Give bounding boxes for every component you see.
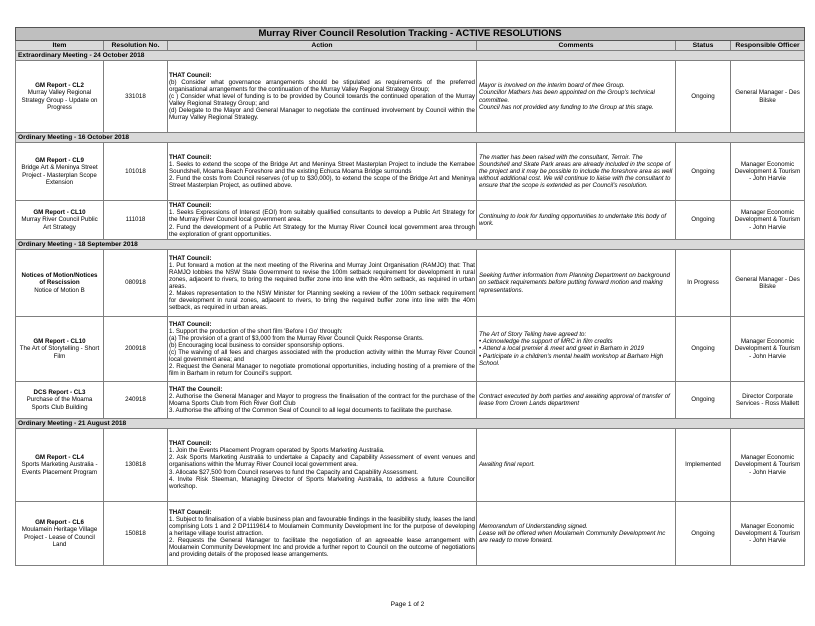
comment-line: The Art of Story Telling have agreed to: — [479, 331, 587, 339]
status-cell: Implemented — [676, 429, 731, 502]
officer-cell: Manager Economic Development & Tourism - John Harvie — [731, 201, 805, 240]
resolution-number: 101018 — [104, 143, 168, 201]
resolution-table — [15, 27, 805, 566]
resolution-row — [16, 317, 805, 382]
action-cell — [168, 61, 477, 133]
resolution-row — [16, 502, 805, 566]
officer-cell: Manager Economic Development & Tourism - John Harvie — [731, 502, 805, 566]
meeting-title: Extraordinary Meeting - 24 October 2018 — [16, 51, 805, 61]
action-cell — [168, 201, 477, 240]
action-line: 3. Authorise the affixing of the Common Seal of Council to all legal documents to facilitate the purchase. — [169, 407, 453, 415]
item-code: GM Report - CL10 — [33, 209, 86, 217]
item-cell — [16, 502, 104, 566]
comment-line: • Attend a local premier & meet and greet in Barham in 2019 — [479, 345, 644, 353]
page-footer: Page 1 of 2 — [390, 601, 425, 608]
resolution-number: 111018 — [104, 201, 168, 240]
action-line: 4. Invite Risk Steeman, Managing Director of Sports Marketing Australia, to address a future Councillor workshop. — [169, 475, 475, 490]
meeting-header-row — [16, 419, 805, 429]
item-description: Murray Valley Regional Strategy Group - Update on Progress — [21, 89, 98, 111]
resolution-row — [16, 143, 805, 201]
item-cell — [16, 61, 104, 133]
item-cell — [16, 429, 104, 502]
item-description: Purchase of the Moama Sports Club Building — [26, 396, 93, 411]
officer-cell: General Manager - Des Bilske — [731, 61, 805, 133]
action-line: 2. Ask Sports Marketing Australia to undertake a Capacity and Capability Assessment of event venues and organisations within the Murray River Council local government area. — [169, 454, 475, 469]
comment-line: Councillor Mathers has been appointed on the Group's technical committee. — [479, 89, 655, 104]
action-intro: THAT Council: — [169, 202, 212, 210]
comment-line: Seeking further information from Planning Department on background on setback requirements before putting forward motion and making representations. — [479, 272, 670, 294]
column-header-officer: Responsible Officer — [731, 41, 805, 51]
comment-line: Council has not provided any funding to the Group at this stage. — [479, 103, 654, 111]
comment-line: • Participate in a children's mental health workshop at Barham High School. — [479, 352, 664, 367]
action-line: (c) The waiving of all fees and charges associated with the production activity within the Murray River Council local government area; and — [169, 349, 475, 364]
item-description: Bridge Art & Meninya Street Project - Masterplan Scope Extension — [21, 164, 98, 186]
status-cell: Ongoing — [676, 317, 731, 382]
item-description: Notice of Motion B — [34, 286, 85, 294]
status-cell: Ongoing — [676, 502, 731, 566]
action-line: 2. Authorise the General Manager and Mayor to progress the finalisation of the contract for the purchase of the Moama Sports Club from Rich River Golf Club — [169, 392, 475, 407]
resolution-row — [16, 429, 805, 502]
action-line: 2. Fund the development of a Public Art Strategy for the Murray River Council local government area through the exploration of grant opportunities. — [169, 223, 475, 238]
item-description: Murray River Council Public Art Strategy — [21, 216, 98, 231]
sheet-title: Murray River Council Resolution Tracking - ACTIVE RESOLUTIONS — [16, 28, 805, 41]
action-line: (b) Encouraging local business to consider sponsorship options. — [169, 341, 345, 349]
action-line: (b) Consider what governance arrangements should be stipulated as requirements of the preferred organisational arrangements for the continuation of the Murray Valley Regional Strategy Group; — [169, 78, 475, 93]
meeting-header-row — [16, 240, 805, 250]
comment-line: Contract executed by both parties and awaiting approval of transfer of lease from Crown Lands department — [479, 392, 670, 407]
item-code: DCS Report - CL3 — [33, 389, 86, 397]
resolution-row — [16, 61, 805, 133]
action-intro: THAT Council: — [169, 440, 212, 448]
item-cell — [16, 143, 104, 201]
action-intro: THAT Council: — [169, 254, 212, 262]
action-intro: THAT Council: — [169, 320, 212, 328]
action-cell — [168, 382, 477, 419]
meeting-title: Ordinary Meeting - 21 August 2018 — [16, 419, 805, 429]
item-code: Notices of Motion/Notices of Rescission — [21, 272, 98, 287]
action-cell — [168, 317, 477, 382]
column-header-resolution: Resolution No. — [104, 41, 168, 51]
action-intro: THAT Council: — [169, 153, 212, 161]
comments-cell — [477, 382, 676, 419]
column-header-action: Action — [168, 41, 477, 51]
meeting-header-row — [16, 51, 805, 61]
resolution-number: 150818 — [104, 502, 168, 566]
item-code: GM Report - CL9 — [35, 157, 84, 165]
status-cell: Ongoing — [676, 143, 731, 201]
resolution-number: 200918 — [104, 317, 168, 382]
officer-cell: Manager Economic Development & Tourism - John Harvie — [731, 429, 805, 502]
action-intro: THAT Council: — [169, 508, 212, 516]
resolution-number: 080918 — [104, 250, 168, 317]
action-cell — [168, 429, 477, 502]
officer-cell: Manager Economic Development & Tourism - John Harvie — [731, 317, 805, 382]
action-line: 1. Seeks Expressions of Interest (EOI) from suitably qualified consultants to develop a Public Art Strategy for the Murray River Council local government area. — [169, 209, 475, 224]
comment-line: Memorandum of Understanding signed. — [479, 522, 588, 530]
action-line: 1. Seeks to extend the scope of the Bridge Art and Meninya Street Masterplan Project to include the Kerrabee Soundshell, Moama Beach Foreshore and the existing Echuca Moama Bridge surrounds — [169, 160, 475, 175]
comments-cell — [477, 250, 676, 317]
action-line: (c ) Consider what level of funding is to be provided by Council towards the continued operation of the Murray Valley Regional Strategy Group; and — [169, 92, 475, 108]
resolution-number: 240918 — [104, 382, 168, 419]
meeting-title: Ordinary Meeting - 18 September 2018 — [16, 240, 805, 250]
item-code: GM Report - CL4 — [35, 454, 84, 462]
item-description: The Art of Storytelling - Short Film — [19, 345, 100, 360]
column-header-status: Status — [676, 41, 731, 51]
item-description: Sports Marketing Australia - Events Placement Program — [21, 461, 98, 476]
action-cell — [168, 502, 477, 566]
comments-cell — [477, 317, 676, 382]
action-line: 2. Makes representation to the NSW Minister for Planning seeking a review of the 100m setback requirement for development in rural zones, adjacent to rivers, to bring the required buffer zone into line with the 40m setback, as required in urban areas. — [169, 290, 475, 312]
action-intro: THAT the Council: — [169, 385, 223, 393]
item-cell — [16, 201, 104, 240]
action-line: 2. Requests the General Manager to facilitate the negotiation of an agreeable lease arrangement with Moulamein Community Development Inc and provide a further report to Council on the outcome of negotiations and providing details of the proposed lease arrangements. — [169, 537, 475, 559]
resolution-row — [16, 201, 805, 240]
comment-line: Continuing to look for funding opportunities to undertake this body of work. — [479, 212, 667, 227]
column-header-item: Item — [16, 41, 104, 51]
officer-cell: Director Corporate Services - Ross Mallett — [731, 382, 805, 419]
comments-cell — [477, 61, 676, 133]
action-cell — [168, 250, 477, 317]
item-description: Moulamein Heritage Village Project - Lease of Council Land — [21, 526, 98, 548]
action-line: 2. Request the General Manager to negotiate promotional opportunities, including hosting of a premiere of the film in Barham in return for Council's support. — [169, 363, 475, 378]
meeting-header-row — [16, 133, 805, 143]
action-line: (a) The provision of a grant of $3,000 from the Murray River Council Quick Response Grants. — [169, 334, 424, 342]
comments-cell — [477, 201, 676, 240]
status-cell: Ongoing — [676, 201, 731, 240]
officer-cell: Manager Economic Development & Tourism - John Harvie — [731, 143, 805, 201]
comment-line: Awaiting final report. — [479, 461, 535, 469]
resolution-tracking-sheet — [15, 27, 804, 566]
status-cell: In Progress — [676, 250, 731, 317]
column-header-comments: Comments — [477, 41, 676, 51]
resolution-row — [16, 250, 805, 317]
status-cell: Ongoing — [676, 61, 731, 133]
item-cell — [16, 382, 104, 419]
action-intro: THAT Council: — [169, 71, 212, 79]
comments-cell — [477, 143, 676, 201]
action-line: 1. Join the Events Placement Program operated by Sports Marketing Australia. — [169, 447, 385, 455]
item-code: GM Report - CL2 — [35, 82, 84, 90]
column-header-row — [16, 41, 805, 51]
comments-cell — [477, 429, 676, 502]
action-line: 1. Support the production of the short film 'Before I Go' through: — [169, 327, 343, 335]
comment-line: Lease will be offered when Moulamein Community Development Inc are ready to move forward. — [479, 529, 666, 545]
officer-cell: General Manager - Des Bilske — [731, 250, 805, 317]
item-cell — [16, 317, 104, 382]
action-line: 3. Allocate $27,500 from Council reserves to fund the Capacity and Capability Assessment. — [169, 468, 419, 476]
resolution-number: 331018 — [104, 61, 168, 133]
item-code: GM Report - CL6 — [35, 519, 84, 527]
item-code: GM Report - CL10 — [33, 338, 86, 346]
action-line: 1. Put forward a motion at the next meeting of the Riverina and Murray Joint Organisation (RAMJO) that: That RAMJO lobbies the NSW State Government to revise the 100m setback requirement for development in rural zones, adjacent to rivers, to bring the required buffer zone into line with the 40m setback, as required in urban areas. — [169, 261, 475, 290]
comments-cell — [477, 502, 676, 566]
item-cell — [16, 250, 104, 317]
action-line: 2. Fund the costs from Council reserves (of up to $30,000), to extend the scope of the Bridge Art and Meninya Street Masterplan Project, as outlined above. — [169, 175, 475, 190]
action-line: 1. Subject to finalisation of a viable business plan and favourable findings in the feasibility study, leases the land comprising Lots 1 and 2 DP1119614 to Moulamein Community Development Inc for the purpose of developing a heritage village tourist attraction. — [169, 515, 475, 537]
action-line: (d) Delegate to the Mayor and General Manager to negotiate the continued involvement by Council within the Murray Valley Regional Strategy. — [169, 107, 475, 122]
meeting-title: Ordinary Meeting - 16 October 2018 — [16, 133, 805, 143]
comment-line: Mayor is involved on the interim board of thee Group. — [479, 82, 625, 90]
resolution-row — [16, 382, 805, 419]
comment-line: The matter has been raised with the consultant, Terroir. The Soundshell and Skate Park areas are already included in the scope of the project and it may be possible to include the foreshore area as well without additional cost. We will continue to liaise with the consultant to ensure that the scope is extended as per Council's resolution. — [479, 153, 673, 190]
comment-line: • Acknowledge the support of MRC in film credits — [479, 338, 613, 346]
action-cell — [168, 143, 477, 201]
resolution-number: 130818 — [104, 429, 168, 502]
status-cell: Ongoing — [676, 382, 731, 419]
